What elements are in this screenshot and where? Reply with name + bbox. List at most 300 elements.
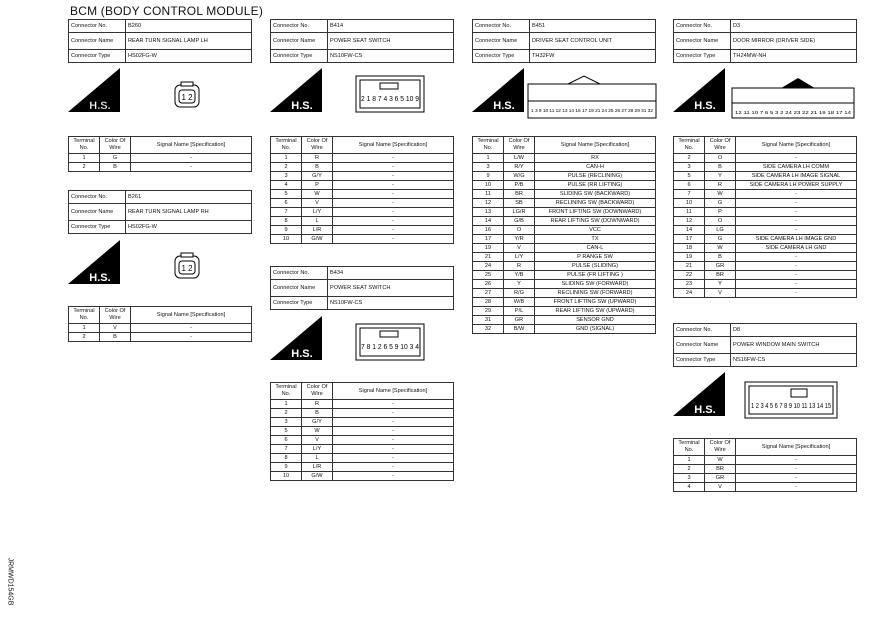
terminal-no: 27 <box>473 289 504 298</box>
signal-name: - <box>333 463 454 472</box>
terminal-no: 19 <box>674 253 705 262</box>
signal-name: SIDE CAMERA LH POWER SUPPLY <box>736 181 857 190</box>
pin-table-b434 <box>270 382 454 481</box>
table-row <box>271 445 454 454</box>
wire-color: G/B <box>504 217 535 226</box>
wire-color: G/Y <box>302 172 333 181</box>
signal-name: - <box>333 208 454 217</box>
wire-color: P <box>705 208 736 217</box>
hs-symbol <box>673 372 725 416</box>
terminal-no: 3 <box>271 418 302 427</box>
connector-type-label: Connector Type <box>674 50 731 63</box>
terminal-no: 10 <box>271 235 302 244</box>
signal-name: - <box>736 271 857 280</box>
signal-name: - <box>131 163 252 172</box>
wire-color: W <box>705 244 736 253</box>
signal-name: - <box>333 454 454 463</box>
connector-face-d3 <box>732 76 854 118</box>
signal-name: CAN-H <box>535 163 656 172</box>
terminal-no: 4 <box>674 483 705 492</box>
table-row <box>473 262 656 271</box>
terminal-no: 1 <box>674 456 705 465</box>
wire-color: L/R <box>302 463 333 472</box>
terminal-no: 21 <box>674 262 705 271</box>
connector-face-b451 <box>528 76 656 118</box>
pin-table-b260 <box>68 136 252 172</box>
wire-color: W <box>302 427 333 436</box>
connector-type-value: HS02FG-W <box>126 50 252 63</box>
signal-name: REAR LIFTING SW (UPWARD) <box>535 307 656 316</box>
terminal-no: 14 <box>473 217 504 226</box>
signal-name: - <box>736 465 857 474</box>
signal-name: RECLINING SW (BACKWARD) <box>535 199 656 208</box>
connector-name-value: DOOR MIRROR (DRIVER SIDE) <box>731 33 857 50</box>
signal-name: - <box>736 456 857 465</box>
connector-name-label: Connector Name <box>271 33 328 50</box>
pin-table-header <box>473 137 656 154</box>
connector-face-b260 <box>172 82 202 110</box>
signal-name: - <box>736 289 857 298</box>
signal-name: - <box>333 172 454 181</box>
wire-color: W <box>705 190 736 199</box>
wire-color: BR <box>705 271 736 280</box>
wire-color: Y <box>705 280 736 289</box>
table-row <box>674 262 857 271</box>
signal-name: - <box>333 154 454 163</box>
signal-name: P RANGE SW <box>535 253 656 262</box>
connector-name-label: Connector Name <box>674 337 731 354</box>
wire-color: B <box>705 253 736 262</box>
signal-name: PULSE (SLIDING) <box>535 262 656 271</box>
signal-name: - <box>736 154 857 163</box>
terminal-no: 23 <box>674 280 705 289</box>
signal-name: - <box>736 474 857 483</box>
terminal-no: 12 <box>473 199 504 208</box>
terminal-no: 11 <box>473 190 504 199</box>
wire-color: R/G <box>504 289 535 298</box>
face-pin-labels: 12 11 10 7 6 5 3 2 24 23 22 21 19 18 17 14 <box>735 110 852 115</box>
terminal-no: 19 <box>473 244 504 253</box>
connector-type-value: NS16FW-CS <box>731 354 857 367</box>
wire-color: L/Y <box>302 445 333 454</box>
wire-color: R/Y <box>504 163 535 172</box>
wire-color: P <box>302 181 333 190</box>
connector-name-value: POWER SEAT SWITCH <box>328 33 454 50</box>
table-row <box>271 454 454 463</box>
wire-color: R <box>302 400 333 409</box>
signal-name-header: Signal Name [Specification] <box>736 439 857 456</box>
hs-label: H.S. <box>694 100 716 112</box>
terminal-no: 3 <box>271 172 302 181</box>
hs-label: H.S. <box>694 404 716 416</box>
terminal-no: 32 <box>473 325 504 334</box>
signal-name: - <box>333 445 454 454</box>
signal-name: - <box>333 190 454 199</box>
face-pin-labels: 1 3 9 10 11 12 13 14 16 17 19 21 24 25 26 27 28 29 31 32 <box>531 108 654 113</box>
table-row <box>473 208 656 217</box>
connector-no-value: D3 <box>731 20 857 33</box>
connector-name-value: REAR TURN SIGNAL LAMP RH <box>126 204 252 221</box>
wire-color: L <box>302 454 333 463</box>
signal-name: - <box>736 253 857 262</box>
table-row <box>271 181 454 190</box>
signal-name: - <box>736 280 857 289</box>
hs-symbol <box>68 68 120 112</box>
wire-color: Y <box>504 280 535 289</box>
connector-no-label: Connector No. <box>69 191 126 204</box>
signal-name: - <box>333 418 454 427</box>
connector-header-b261 <box>68 190 252 234</box>
wire-color: SB <box>504 199 535 208</box>
table-row <box>674 172 857 181</box>
wire-color: W/G <box>504 172 535 181</box>
table-row <box>271 226 454 235</box>
face-pin-labels: 1 2 <box>181 93 193 102</box>
hs-label: H.S. <box>291 348 313 360</box>
table-row <box>69 163 252 172</box>
wire-color: O <box>705 217 736 226</box>
connector-face-b261 <box>172 253 202 281</box>
terminal-no: 1 <box>271 400 302 409</box>
table-row <box>271 409 454 418</box>
connector-no-value: B434 <box>328 267 454 280</box>
wire-color: GR <box>705 262 736 271</box>
wire-color: R <box>705 181 736 190</box>
signal-name: PULSE (RR LIFTING) <box>535 181 656 190</box>
signal-name: REAR LIFTING SW (DOWNWARD) <box>535 217 656 226</box>
signal-name: - <box>131 333 252 342</box>
terminal-no: 5 <box>674 172 705 181</box>
terminal-no: 1 <box>69 324 100 333</box>
table-row <box>271 163 454 172</box>
pin-table-header <box>271 137 454 154</box>
terminal-no: 9 <box>271 463 302 472</box>
table-row <box>473 181 656 190</box>
signal-name: SENSOR GND <box>535 316 656 325</box>
terminal-no: 2 <box>271 409 302 418</box>
connector-no-value: B261 <box>126 191 252 204</box>
wire-color: L <box>302 217 333 226</box>
face-pin-labels: 7 8 1 2 6 5 9 10 3 4 <box>361 344 420 351</box>
table-row <box>473 316 656 325</box>
face-pin-labels: 2 1 8 7 4 3 6 5 10 9 <box>361 96 420 103</box>
signal-name: RX <box>535 154 656 163</box>
terminal-no: 8 <box>271 217 302 226</box>
hs-label: H.S. <box>89 100 111 112</box>
color-of-wire-header: Color Of Wire <box>100 307 131 324</box>
signal-name: SIDE CAMERA LH COMM <box>736 163 857 172</box>
signal-name: - <box>131 154 252 163</box>
terminal-no: 7 <box>271 445 302 454</box>
signal-name: - <box>736 483 857 492</box>
wire-color: Y <box>705 172 736 181</box>
table-row <box>271 208 454 217</box>
table-row <box>674 483 857 492</box>
table-row <box>271 418 454 427</box>
table-row <box>69 333 252 342</box>
signal-name: FRONT LIFTING SW (UPWARD) <box>535 298 656 307</box>
pin-table-header <box>674 137 857 154</box>
connector-type-value: NS10FW-CS <box>328 50 454 63</box>
terminal-no: 18 <box>674 244 705 253</box>
connector-name-value: POWER WINDOW MAIN SWITCH <box>731 337 857 354</box>
table-row <box>674 235 857 244</box>
table-row <box>473 226 656 235</box>
table-row <box>674 163 857 172</box>
table-row <box>674 217 857 226</box>
terminal-no: 11 <box>674 208 705 217</box>
connector-face-b434 <box>356 324 424 360</box>
wire-color: B <box>302 163 333 172</box>
terminal-no: 16 <box>473 226 504 235</box>
table-row <box>271 172 454 181</box>
wire-color: B <box>100 333 131 342</box>
connector-no-label: Connector No. <box>674 20 731 33</box>
hs-symbol <box>673 68 725 112</box>
connector-header-b451 <box>472 19 656 63</box>
wire-color: W <box>302 190 333 199</box>
terminal-no: 3 <box>674 163 705 172</box>
connector-name-label: Connector Name <box>69 33 126 50</box>
table-row <box>271 154 454 163</box>
connector-type-label: Connector Type <box>69 221 126 234</box>
signal-name: - <box>736 217 857 226</box>
signal-name-header: Signal Name [Specification] <box>131 307 252 324</box>
terminal-no: 31 <box>473 316 504 325</box>
signal-name: - <box>736 262 857 271</box>
wire-color: V <box>302 199 333 208</box>
signal-name: - <box>736 199 857 208</box>
table-row <box>69 324 252 333</box>
terminal-no-header: Terminal No. <box>674 439 705 456</box>
connector-type-label: Connector Type <box>271 297 328 310</box>
table-row <box>674 280 857 289</box>
signal-name: FRONT LIFTING SW (DOWNWARD) <box>535 208 656 217</box>
table-row <box>674 465 857 474</box>
connector-face-b414 <box>356 76 424 112</box>
table-row <box>473 190 656 199</box>
pin-table-b414 <box>270 136 454 244</box>
connector-no-label: Connector No. <box>271 267 328 280</box>
pin-table-header <box>674 439 857 456</box>
connector-type-value: HS02FG-W <box>126 221 252 234</box>
signal-name: PULSE (RECLINING) <box>535 172 656 181</box>
table-row <box>271 436 454 445</box>
terminal-no: 1 <box>271 154 302 163</box>
table-row <box>674 154 857 163</box>
connector-header-b260 <box>68 19 252 63</box>
signal-name-header: Signal Name [Specification] <box>333 137 454 154</box>
table-row <box>271 427 454 436</box>
table-row <box>473 253 656 262</box>
table-row <box>473 154 656 163</box>
terminal-no: 1 <box>69 154 100 163</box>
terminal-no: 2 <box>271 163 302 172</box>
connector-type-label: Connector Type <box>69 50 126 63</box>
wire-color: P/B <box>504 181 535 190</box>
terminal-no: 9 <box>473 172 504 181</box>
wire-color: Y/B <box>504 271 535 280</box>
signal-name: - <box>333 217 454 226</box>
signal-name: SIDE CAMERA LH GND <box>736 244 857 253</box>
connector-type-value: NS10FW-CS <box>328 297 454 310</box>
wire-color: V <box>705 289 736 298</box>
connector-no-label: Connector No. <box>271 20 328 33</box>
table-row <box>271 217 454 226</box>
pin-table-header <box>271 383 454 400</box>
terminal-no: 10 <box>271 472 302 481</box>
signal-name: - <box>736 190 857 199</box>
wire-color: W <box>705 456 736 465</box>
terminal-no: 13 <box>473 208 504 217</box>
wire-color: B <box>100 163 131 172</box>
wire-color: V <box>302 436 333 445</box>
page-title: BCM (BODY CONTROL MODULE) <box>70 4 264 18</box>
wire-color: G/W <box>302 235 333 244</box>
hs-label: H.S. <box>493 100 515 112</box>
signal-name: - <box>333 235 454 244</box>
signal-name: - <box>333 436 454 445</box>
wire-color: L/Y <box>302 208 333 217</box>
terminal-no-header: Terminal No. <box>271 137 302 154</box>
terminal-no: 2 <box>69 163 100 172</box>
table-row <box>473 271 656 280</box>
wire-color: BR <box>705 465 736 474</box>
signal-name: GND (SIGNAL) <box>535 325 656 334</box>
terminal-no: 24 <box>674 289 705 298</box>
wire-color: L/W <box>504 154 535 163</box>
wire-color: L/Y <box>504 253 535 262</box>
table-row <box>473 172 656 181</box>
table-row <box>473 235 656 244</box>
signal-name: - <box>736 226 857 235</box>
connector-no-value: D8 <box>731 324 857 337</box>
table-row <box>271 400 454 409</box>
table-row <box>271 235 454 244</box>
table-row <box>674 271 857 280</box>
terminal-no: 3 <box>473 163 504 172</box>
pin-table-d3 <box>673 136 857 298</box>
signal-name-header: Signal Name [Specification] <box>535 137 656 154</box>
wire-color: O <box>705 154 736 163</box>
table-row <box>271 190 454 199</box>
terminal-no: 7 <box>674 190 705 199</box>
pin-table-header <box>69 137 252 154</box>
terminal-no: 22 <box>674 271 705 280</box>
wire-color: W/B <box>504 298 535 307</box>
table-row <box>674 199 857 208</box>
face-pin-labels: 1 2 <box>181 264 193 273</box>
connector-name-value: POWER SEAT SWITCH <box>328 280 454 297</box>
connector-header-d3 <box>673 19 857 63</box>
hs-label: H.S. <box>89 272 111 284</box>
signal-name-header: Signal Name [Specification] <box>736 137 857 154</box>
signal-name: SIDE CAMERA LH IMAGE SIGNAL <box>736 172 857 181</box>
terminal-no: 17 <box>674 235 705 244</box>
terminal-no: 5 <box>271 427 302 436</box>
signal-name: - <box>333 400 454 409</box>
wire-color: V <box>504 244 535 253</box>
color-of-wire-header: Color Of Wire <box>302 137 333 154</box>
terminal-no: 7 <box>271 208 302 217</box>
wire-color: B <box>705 163 736 172</box>
pin-table-d8 <box>673 438 857 492</box>
signal-name: - <box>333 427 454 436</box>
signal-name: - <box>333 163 454 172</box>
terminal-no: 1 <box>473 154 504 163</box>
terminal-no-header: Terminal No. <box>473 137 504 154</box>
terminal-no: 28 <box>473 298 504 307</box>
signal-name: - <box>333 226 454 235</box>
table-row <box>674 190 857 199</box>
terminal-no-header: Terminal No. <box>69 137 100 154</box>
table-row <box>674 181 857 190</box>
connector-name-value: DRIVER SEAT CONTROL UNIT <box>530 33 656 50</box>
color-of-wire-header: Color Of Wire <box>100 137 131 154</box>
table-row <box>473 307 656 316</box>
table-row <box>473 163 656 172</box>
terminal-no: 25 <box>473 271 504 280</box>
terminal-no: 14 <box>674 226 705 235</box>
signal-name-header: Signal Name [Specification] <box>131 137 252 154</box>
signal-name: - <box>333 181 454 190</box>
wire-color: G/Y <box>302 418 333 427</box>
terminal-no: 5 <box>271 190 302 199</box>
pin-table-b261 <box>68 306 252 342</box>
connector-type-label: Connector Type <box>271 50 328 63</box>
wire-color: Y/R <box>504 235 535 244</box>
table-row <box>473 280 656 289</box>
connector-header-d8 <box>673 323 857 367</box>
hs-symbol <box>472 68 524 112</box>
table-row <box>473 244 656 253</box>
terminal-no: 9 <box>271 226 302 235</box>
hs-label: H.S. <box>291 100 313 112</box>
signal-name: - <box>333 472 454 481</box>
pin-table-header <box>69 307 252 324</box>
terminal-no-header: Terminal No. <box>674 137 705 154</box>
pin-table-b451 <box>472 136 656 334</box>
connector-name-label: Connector Name <box>674 33 731 50</box>
table-row <box>674 208 857 217</box>
connector-no-label: Connector No. <box>473 20 530 33</box>
wire-color: V <box>705 483 736 492</box>
terminal-no: 8 <box>271 454 302 463</box>
terminal-no: 4 <box>271 181 302 190</box>
hs-symbol <box>68 240 120 284</box>
table-row <box>674 244 857 253</box>
table-row <box>674 456 857 465</box>
signal-name: SIDE CAMERA LH IMAGE GND <box>736 235 857 244</box>
signal-name: - <box>736 208 857 217</box>
table-row <box>271 199 454 208</box>
connector-no-value: B414 <box>328 20 454 33</box>
connector-header-b414 <box>270 19 454 63</box>
wire-color: P/L <box>504 307 535 316</box>
diagram-code: JRMWD154GB <box>6 557 14 606</box>
wire-color: V <box>100 324 131 333</box>
terminal-no: 21 <box>473 253 504 262</box>
terminal-no: 17 <box>473 235 504 244</box>
color-of-wire-header: Color Of Wire <box>705 137 736 154</box>
connector-type-value: TH24MW-NH <box>731 50 857 63</box>
terminal-no: 10 <box>674 199 705 208</box>
connector-name-value: REAR TURN SIGNAL LAMP LH <box>126 33 252 50</box>
hs-symbol <box>270 68 322 112</box>
terminal-no: 6 <box>271 436 302 445</box>
table-row <box>473 325 656 334</box>
signal-name: SLIDING SW (FORWARD) <box>535 280 656 289</box>
